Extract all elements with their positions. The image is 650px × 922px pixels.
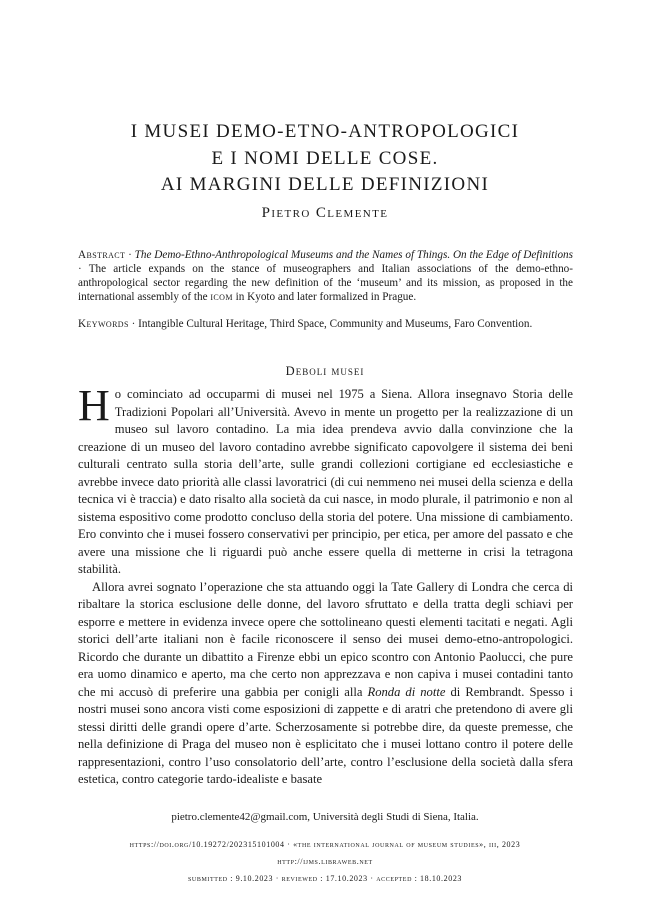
abstract-separator-2: · [78, 263, 89, 275]
abstract-label: Abstract [78, 249, 126, 261]
abstract-icom: icom [210, 291, 233, 303]
body-paragraph-1 [78, 381, 573, 579]
keywords-separator: · [128, 318, 139, 330]
section-heading: Deboli musei [285, 364, 365, 378]
paragraph-2-text-a: Allora avrei sognato l’operazione che sta attuando oggi la Tate Gallery di Londra che cerca di ribaltare la storica esclusione delle donne, del lavoro sfruttato e della tratta degli schiavi per esporre e mettere in evidenza invece opere che sottolineano questi elementi tacitati e negati. Agli storici dell’arte italiani non è facile riconoscere il senso dei musei demo-etno-antropologici. Ricordo che durante un dibattito a Firenze ebbi un epico scontro con Antonio Paolucci, che pure era uomo dinamico e aperto, ma che certo non apprezzava e non capiva i musei contadini tanto che mi accusò di preferire una gabbia per conigli alla [78, 579, 573, 699]
footer-doi-line: https://doi.org/10.19272/202315101004 · «the international journal of museum studies», iii, 2023 [129, 840, 521, 849]
author-affiliation: pietro.clemente42@gmail.com, Università degli Studi di Siena, Italia. [171, 811, 479, 823]
footer-website: http://ijms.libraweb.net [277, 857, 373, 866]
title-line-3: AI MARGINI DELLE DEFINIZIONI [160, 174, 490, 195]
body-paragraph-2 [78, 579, 573, 789]
title-line-1: I MUSEI DEMO-ETNO-ANTROPOLOGICI [130, 121, 520, 142]
keywords-text: Intangible Cultural Heritage, Third Space, Community and Museums, Faro Convention. [138, 318, 533, 330]
title-line-2: E I NOMI DELLE COSE. [211, 147, 439, 169]
body-text [78, 381, 573, 789]
paragraph-2-text-b: di Rembrandt. Spesso i nostri musei sono ancora visti come esposizioni di zappette e di aratri che pretendono di avere gli stessi diritti delle grandi opere d’arte. Scherzosamente si potrebbe dire, da queste premesse, che nella definizione di Praga del museo non è esplicitato che i musei lottano contro il potere delle rappresentazioni, contro l’uso consolatorio dell’arte, contro l’esclusione della società dalla sfera estetica, contro categorie tardo-idealiste e basate [78, 684, 573, 786]
abstract-text-1: The article expands on the stance of museographers and Italian associations of the demo-ethno-anthropological sector regarding the new definition of the ‘museum’ and its mission, as proposed in the international assembly of the [78, 263, 573, 303]
author-name: Pietro Clemente [261, 205, 389, 221]
paragraph-1-text: o cominciato ad occuparmi di musei nel 1975 a Siena. Allora insegnavo Storia delle Tradizioni Popolari all’Università. Avevo in mente un progetto per la realizzazione di un museo sul lavoro contadino. La mia idea prendeva avvio dalla convinzione che la creazione di un museo del lavoro contadino avrebbe significato capovolgere il sistema dei beni culturali centrato sulla storia dell’arte, sulle grandi collezioni cortigiane ed ecclesiastiche e avrebbe invece dato priorità alle classi lavoratrici (di cui nemmeno nei musei della scienza e della tecnica vi è traccia) e dato risalto alla società da cui nasce, in modo plurale, il patrimonio e non al sistema espositivo come prodotto concluso della storia del potere. Una missione di cambiamento. Ero convinto che i musei fossero conservativi per principio, per etica, per amore del passato e che avere una missione che li riguardi può anche essere quella di metterne in crisi la tetragona stabilità. [78, 387, 573, 576]
paragraph-2-artwork-title: Ronda di notte [367, 684, 446, 699]
abstract-english-title: The Demo-Ethno-Anthropological Museums and the Names of Things. On the Edge of Definitions [134, 249, 573, 261]
abstract [78, 248, 573, 304]
abstract-text-2: in Kyoto and later formalized in Prague. [232, 291, 417, 303]
keywords-label: Keywords [78, 318, 129, 330]
article-title [60, 119, 590, 199]
footer-dates: submitted : 9.10.2023 · reviewed : 17.10.2023 · accepted : 18.10.2023 [187, 874, 463, 883]
keywords [78, 317, 573, 331]
abstract-separator-1: · [125, 249, 135, 261]
drop-cap: H [78, 381, 110, 430]
